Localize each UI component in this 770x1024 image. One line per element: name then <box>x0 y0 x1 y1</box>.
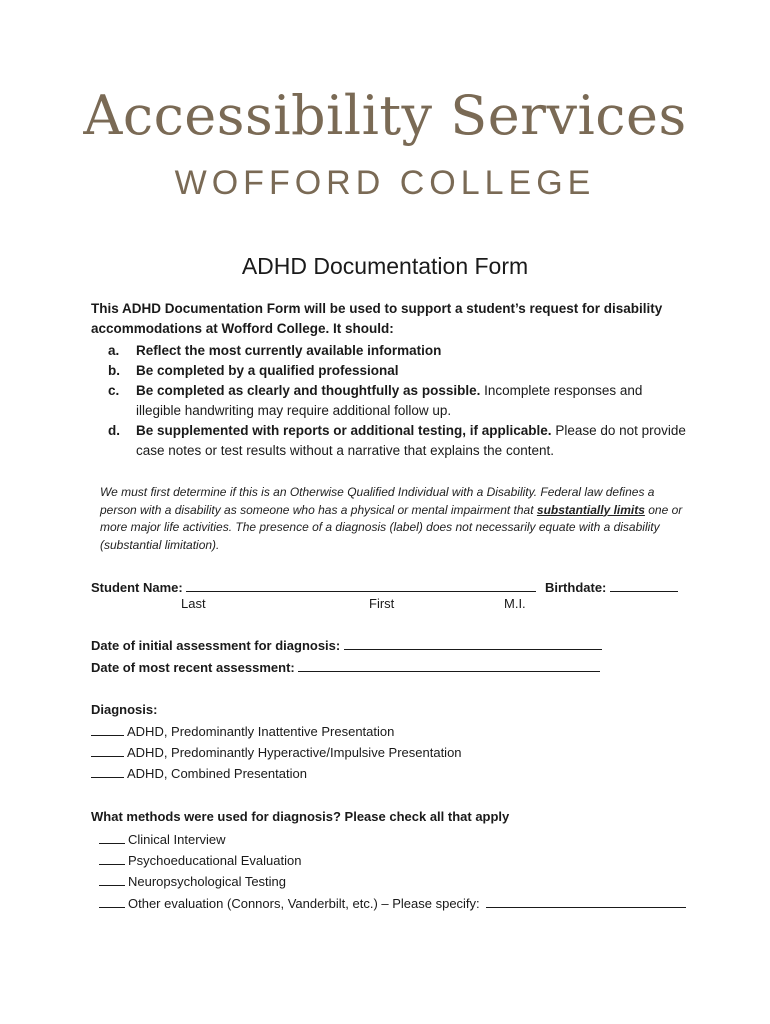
diagnosis-heading: Diagnosis: <box>91 702 158 717</box>
method-option-label: Neuropsychological Testing <box>128 874 287 889</box>
criteria-letter: c. <box>108 383 120 398</box>
initial-assessment-input-line[interactable] <box>344 636 602 650</box>
initial-assessment-label: Date of initial assessment for diagnosis: <box>91 638 341 653</box>
criteria-letter: d. <box>108 423 120 438</box>
first-name-caption: First <box>369 596 395 611</box>
student-name-label: Student Name: <box>91 580 183 595</box>
method-check-line[interactable] <box>99 830 125 844</box>
last-name-caption: Last <box>181 596 206 611</box>
recent-assessment-input-line[interactable] <box>298 658 600 672</box>
form-title: ADHD Documentation Form <box>241 253 529 279</box>
criteria-bold: Be completed as clearly and thoughtfully as possible. <box>136 383 481 398</box>
student-name-input-line[interactable] <box>186 578 536 592</box>
diagnosis-check-line[interactable] <box>91 722 124 736</box>
recent-assessment-label: Date of most recent assessment: <box>91 660 295 675</box>
method-option <box>99 851 301 868</box>
method-option-label: Other evaluation (Connors, Vanderbilt, etc.) – Please specify: <box>128 896 480 911</box>
criteria-rest: Incomplete responses and illegible handwriting may require additional follow up. <box>136 383 643 418</box>
diagnosis-option <box>91 764 307 781</box>
diagnosis-option-label: ADHD, Predominantly Hyperactive/Impulsive Presentation <box>127 745 462 760</box>
diagnosis-option <box>91 743 462 760</box>
legal-emphasis: substantially limits <box>536 502 645 517</box>
brand-subtitle: WOFFORD COLLEGE <box>174 164 596 202</box>
criteria-letter: a. <box>108 343 120 358</box>
method-option <box>99 894 686 911</box>
criteria-letter: b. <box>108 363 120 378</box>
criteria-item <box>108 341 688 361</box>
criteria-item <box>108 381 688 421</box>
other-evaluation-specify-line[interactable] <box>486 894 686 908</box>
diagnosis-check-line[interactable] <box>91 764 124 778</box>
criteria-item <box>108 361 688 381</box>
legal-part1: We must first determine if this is an Otherwise Qualified Individual with a Disability. Federal law defines a person with a disability as someone who has a physical or mental impairment that <box>100 485 655 517</box>
legal-notice <box>100 484 690 554</box>
recent-assessment-field <box>91 658 600 677</box>
intro-text: This ADHD Documentation Form will be used to support a student’s request for disability accommodations at Wofford College. It should: <box>91 301 663 336</box>
diagnosis-option-label: ADHD, Predominantly Inattentive Presentation <box>127 724 395 739</box>
criteria-bold: Be supplemented with reports or additional testing, if applicable. <box>136 423 552 438</box>
criteria-rest: Please do not provide case notes or test results without a narrative that explains the content. <box>136 423 686 458</box>
middle-initial-caption: M.I. <box>504 596 526 611</box>
method-check-line[interactable] <box>99 872 125 886</box>
birthdate-input-line[interactable] <box>610 578 678 592</box>
criteria-list <box>108 341 688 461</box>
methods-heading: What methods were used for diagnosis? Please check all that apply <box>91 809 510 824</box>
birthdate-label: Birthdate: <box>545 580 607 595</box>
student-name-field <box>91 578 536 597</box>
diagnosis-option-label: ADHD, Combined Presentation <box>127 766 307 781</box>
method-check-line[interactable] <box>99 894 125 908</box>
method-option <box>99 830 226 847</box>
criteria-bold: Be completed by a qualified professional <box>136 363 399 378</box>
method-option-label: Psychoeducational Evaluation <box>128 853 302 868</box>
criteria-bold: Reflect the most currently available information <box>136 343 442 358</box>
diagnosis-option <box>91 722 394 739</box>
diagnosis-check-line[interactable] <box>91 743 124 757</box>
method-option <box>99 872 286 889</box>
method-option-label: Clinical Interview <box>128 832 226 847</box>
legal-part2: one or more major life activities. The presence of a diagnosis (label) does not necessarily equate with a disability (substantial limitation). <box>100 502 683 552</box>
birthdate-field <box>545 578 678 597</box>
initial-assessment-field <box>91 636 602 655</box>
brand-title: Accessibility Services <box>83 84 687 147</box>
method-check-line[interactable] <box>99 851 125 865</box>
criteria-item <box>108 421 688 461</box>
